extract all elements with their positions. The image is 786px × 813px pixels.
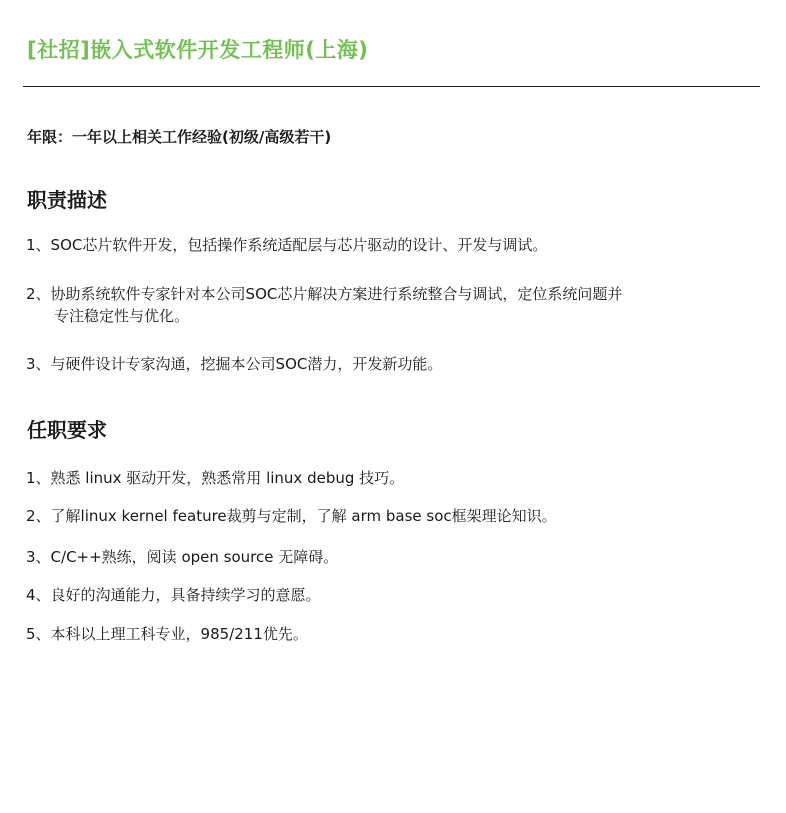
duty-item-2 [26, 283, 622, 327]
duty-item-3: 3、与硬件设计专家沟通，挖掘本公司SOC潜力，开发新功能。 [26, 355, 443, 373]
requirement-item-4: 4、良好的沟通能力，具备持续学习的意愿。 [26, 586, 321, 604]
requirement-item-2: 2、了解linux kernel feature裁剪与定制，了解 arm base soc框架理论知识。 [26, 507, 557, 525]
duty-item-1: 1、SOC芯片软件开发，包括操作系统适配层与芯片驱动的设计、开发与调试。 [26, 236, 548, 254]
requirements-heading: 任职要求 [27, 418, 107, 442]
job-title: [社招]嵌入式软件开发工程师(上海) [27, 38, 369, 62]
duties-heading: 职责描述 [27, 188, 107, 212]
duty-item-2-line2: 专注稳定性与优化。 [54, 307, 190, 325]
requirement-item-1: 1、熟悉 linux 驱动开发，熟悉常用 linux debug 技巧。 [26, 469, 405, 487]
title-divider [23, 86, 760, 87]
requirement-item-3: 3、C/C++熟练，阅读 open source 无障碍。 [26, 548, 339, 566]
duty-item-2-line1: 2、协助系统软件专家针对本公司SOC芯片解决方案进行系统整合与调试，定位系统问题并 [26, 285, 623, 303]
requirement-item-5: 5、本科以上理工科专业，985/211优先。 [26, 625, 308, 643]
experience-requirement: 年限：一年以上相关工作经验(初级/高级若干) [27, 128, 332, 146]
